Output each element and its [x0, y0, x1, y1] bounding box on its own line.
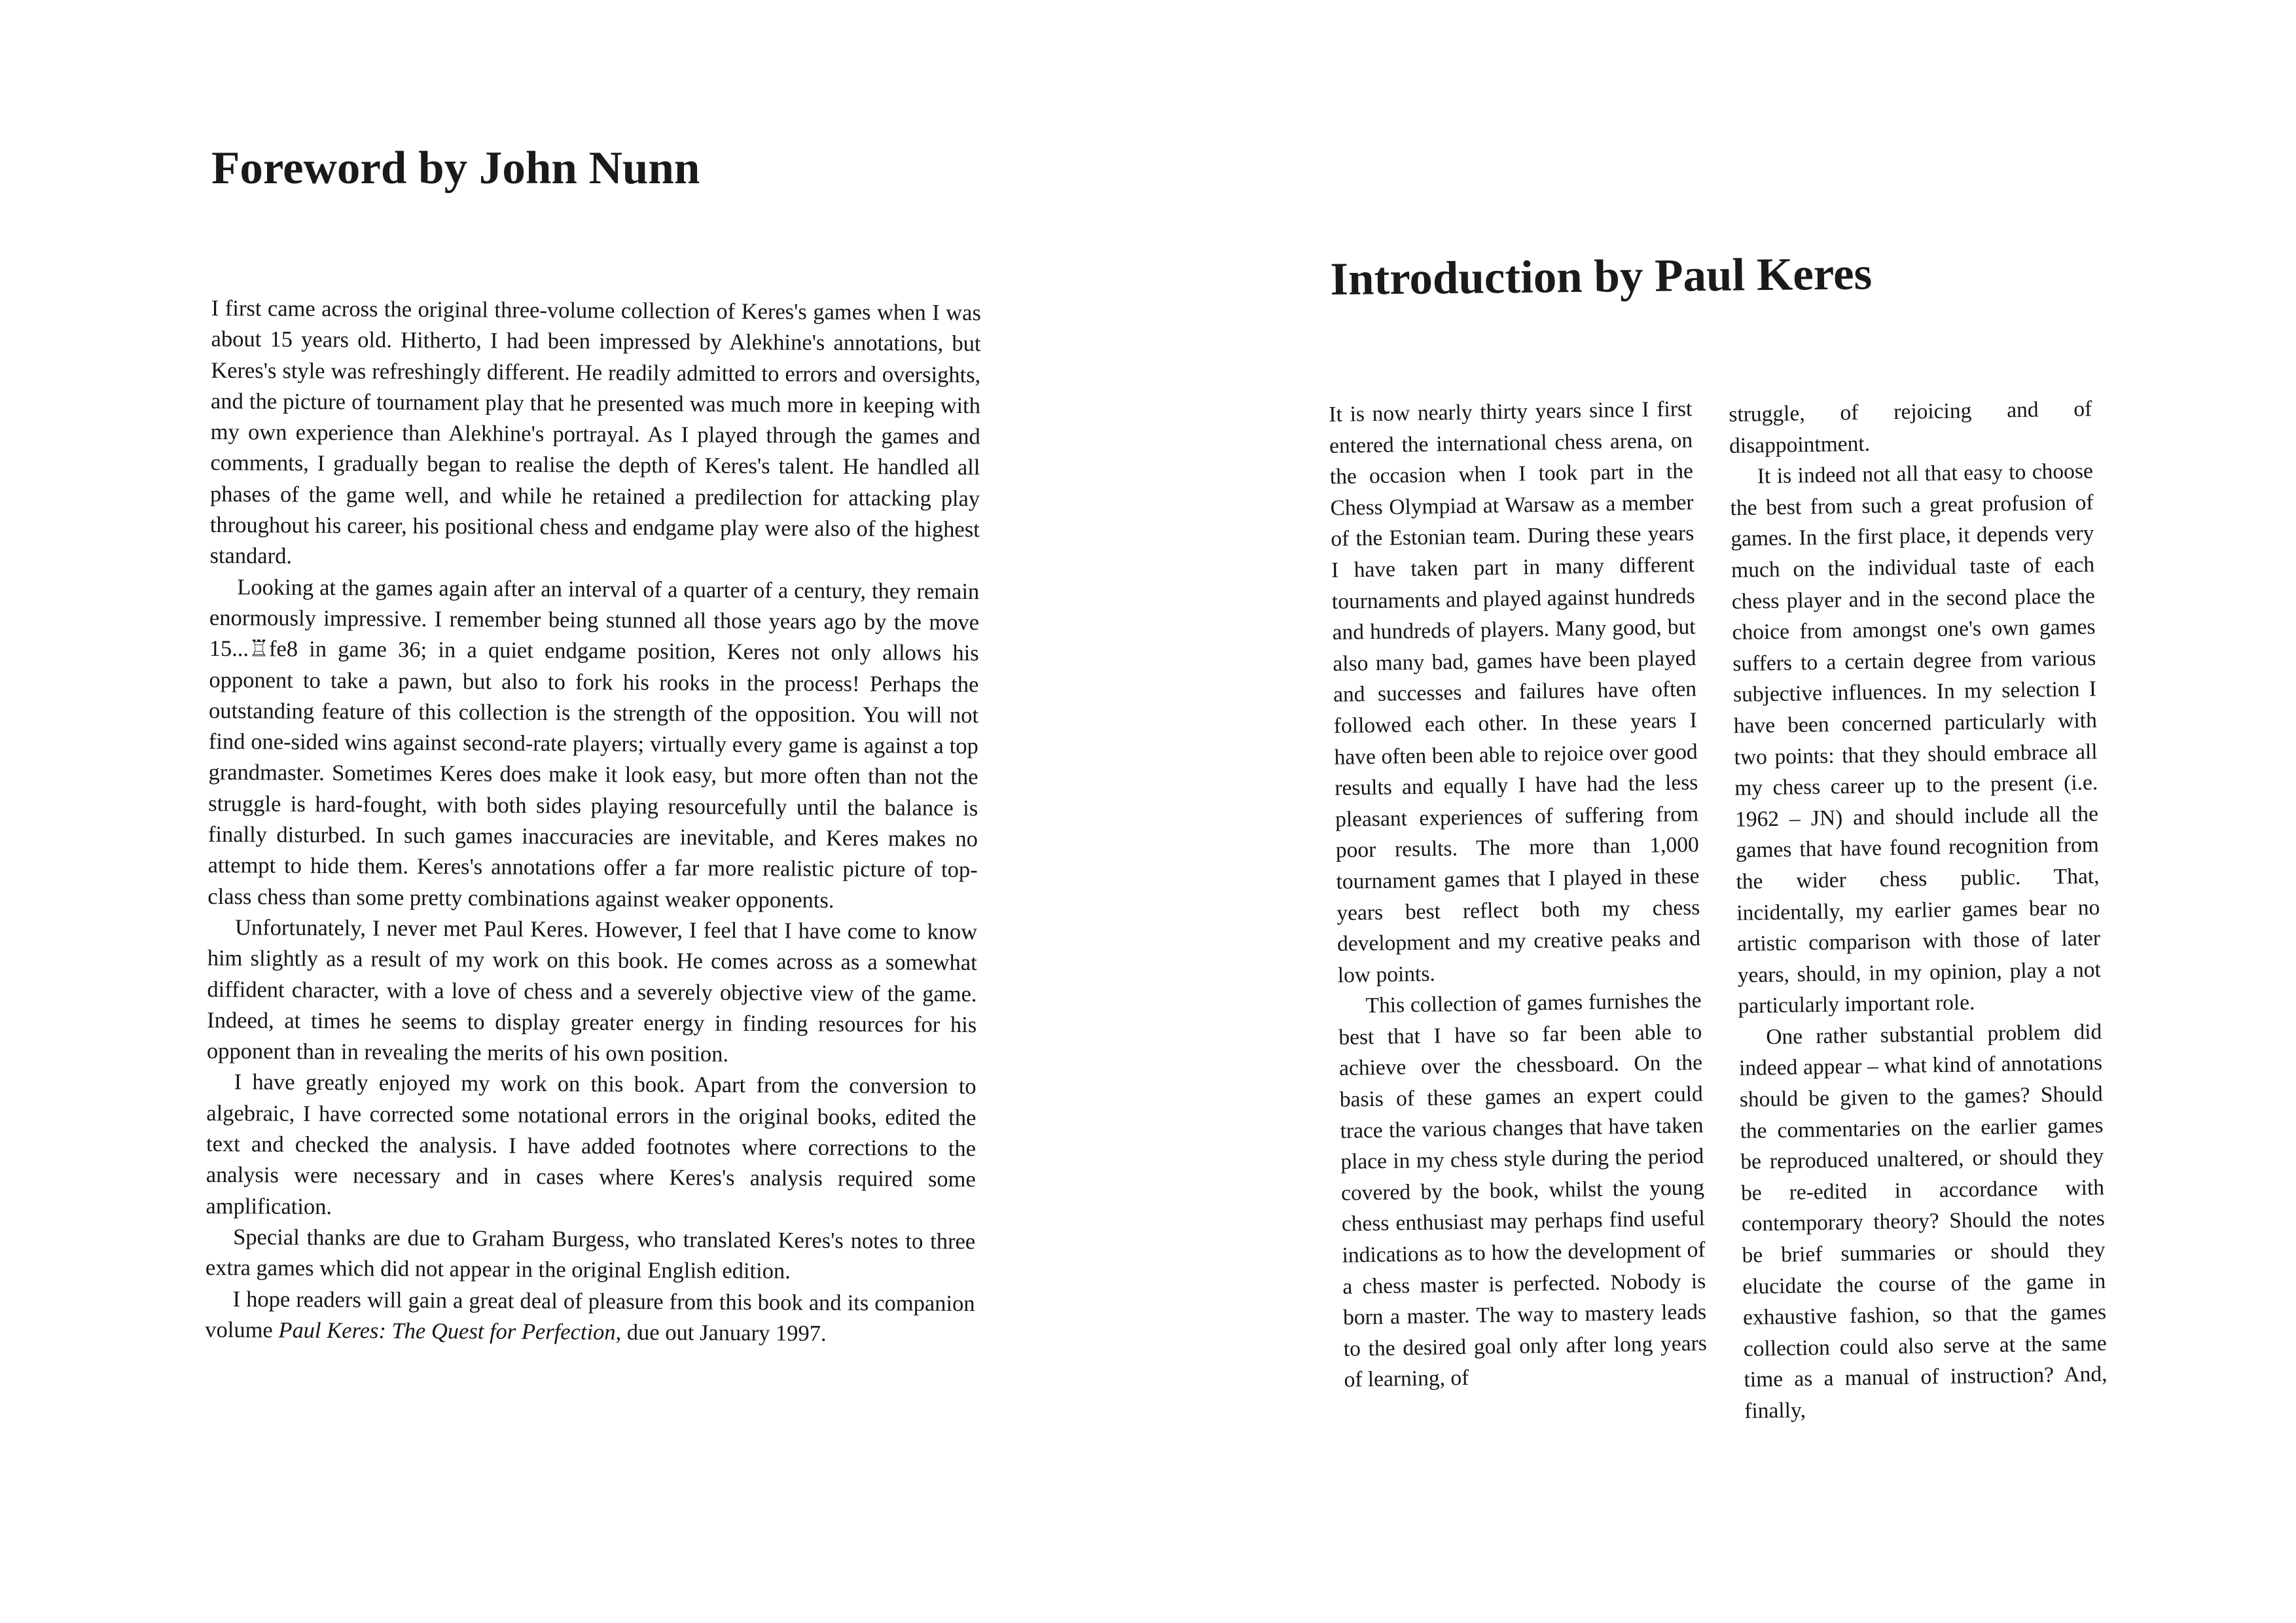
closing-text-start: I hope readers will gain a great deal of pleasure from this book and its companion volume — [205, 1286, 975, 1343]
introduction-column-2 — [1729, 393, 2108, 1427]
introduction-paragraph: struggle, of rejoicing and of disappointment. — [1729, 397, 2092, 458]
book-title-italic: Paul Keres: The Quest for Perfection, — [278, 1317, 622, 1345]
introduction-paragraph: This collection of games furnishes the best that I have so far been able to achieve over the chessboard. On the basis of these games an expert could trace the various changes that have taken place in my chess style during the period covered by the book, whilst the young chess enthusiast may perhaps find useful indications as to how the development of a chess master is perfected. Nobody is born a master. The way to mastery leads to the desired goal only after long years of learning, of — [1338, 988, 1708, 1393]
foreword-paragraph: Unfortunately, I never met Paul Keres. However, I feel that I have come to know him slightly as a result of my work on this book. He comes across as a somewhat diffident character, with a love of chess and a severely objective view of the game. Indeed, at times he seems to display greater energy in finding resources for his opponent than in revealing the merits of his own position. — [206, 915, 978, 1067]
introduction-title: Introduction by Paul Keres — [1329, 248, 1873, 305]
right-page — [1148, 0, 2296, 1623]
foreword-paragraph: Special thanks are due to Graham Burgess, who translated Keres's notes to three extra games which did not appear in the original English edition. — [205, 1224, 976, 1284]
foreword-title: Foreword by John Nunn — [211, 143, 700, 194]
introduction-paragraph: It is indeed not all that easy to choose the best from such a great profusion of games. In the first place, it depends very much on the individual taste of each chess player and in the second place the choice from amongst one's own games suffers to a certain degree from various subjective influences. In my selection I have been concerned particularly with two points: that they should embrace all my chess career up to the present (i.e. 1962 – JN) and should include all the games that have found recognition from the wider chess public. That, incidentally, my earlier games bear no artistic comparison with those of later years, should, in my opinion, play a not particularly important role. — [1730, 459, 2102, 1019]
closing-text-end: due out January 1997. — [621, 1319, 827, 1346]
foreword-paragraph: I first came across the original three-volume collection of Keres's games when I was about 15 years old. Hitherto, I had been impressed by Alekhine's annotations, but Keres's style was refreshingly different. He readily admitted to errors and oversights, and the picture of tournament play that he presented was much more in keeping with my own experience than Alekhine's portrayal. As I played through the games and comments, I gradually began to realise the depth of Keres's talent. He handled all phases of the game well, and while he retained a predilection for attacking play throughout his career, his positional chess and endgame play were also of the highest standard. — [209, 295, 981, 569]
introduction-paragraph: One rather substantial problem did indeed appear – what kind of annotations should be given to the games? Should the commentaries on the earlier games be reproduced unaltered, or should they be re-edited in accordance with contemporary theory? Should the notes be brief summaries or should they elucidate the course of the game in exhaustive fashion, so that the games collection could also serve at the same time as a manual of instruction? And, finally, — [1738, 1020, 2108, 1423]
foreword-paragraph: I have greatly enjoyed my work on this book. Apart from the conversion to algebraic, I have corrected some notational errors in the original books, edited the text and checked the analysis. I have added footnotes where corrections to the analysis were necessary and in cases where Keres's analysis required some amplification. — [206, 1069, 977, 1219]
foreword-closing-paragraph — [205, 1283, 975, 1350]
foreword-paragraph: Looking at the games again after an interval of a quarter of a century, they remain enormously impressive. I remember being stunned all those years ago by the move 15...♖fe8 in game 36; in a quiet endgame position, Keres not only allows his opponent to take a pawn, but also to fork his rooks in the process! Perhaps the outstanding feature of this collection is the strength of the opposition. You will not find one-sided wins against second-rate players; virtually every game is against a top grandmaster. Sometimes Keres does make it look easy, but more often than not the struggle is hard-fought, with both sides playing resourcefully until the balance is finally disturbed. In such games inaccuracies are inevitable, and Keres makes no attempt to hide them. Keres's annotations offer a far more realistic picture of top-class chess than some pretty combinations against weaker opponents. — [207, 574, 980, 913]
introduction-column-1 — [1329, 393, 1708, 1396]
introduction-paragraph: It is now nearly thirty years since I first entered the international chess arena, on the occasion when I took part in the Chess Olympiad at Warsaw as a member of the Estonian team. During these years I have taken part in many different tournaments and played against hundreds and hundreds of players. Many good, but also many bad, games have been played and successes and failures have often followed each other. In these years I have often been able to rejoice over good results and equally I have had the less pleasant experiences of suffering from poor results. The more than 1,000 tournament games that I played in these years best reflect both my chess development and my creative peaks and low points. — [1329, 397, 1701, 988]
foreword-body — [205, 293, 981, 1350]
